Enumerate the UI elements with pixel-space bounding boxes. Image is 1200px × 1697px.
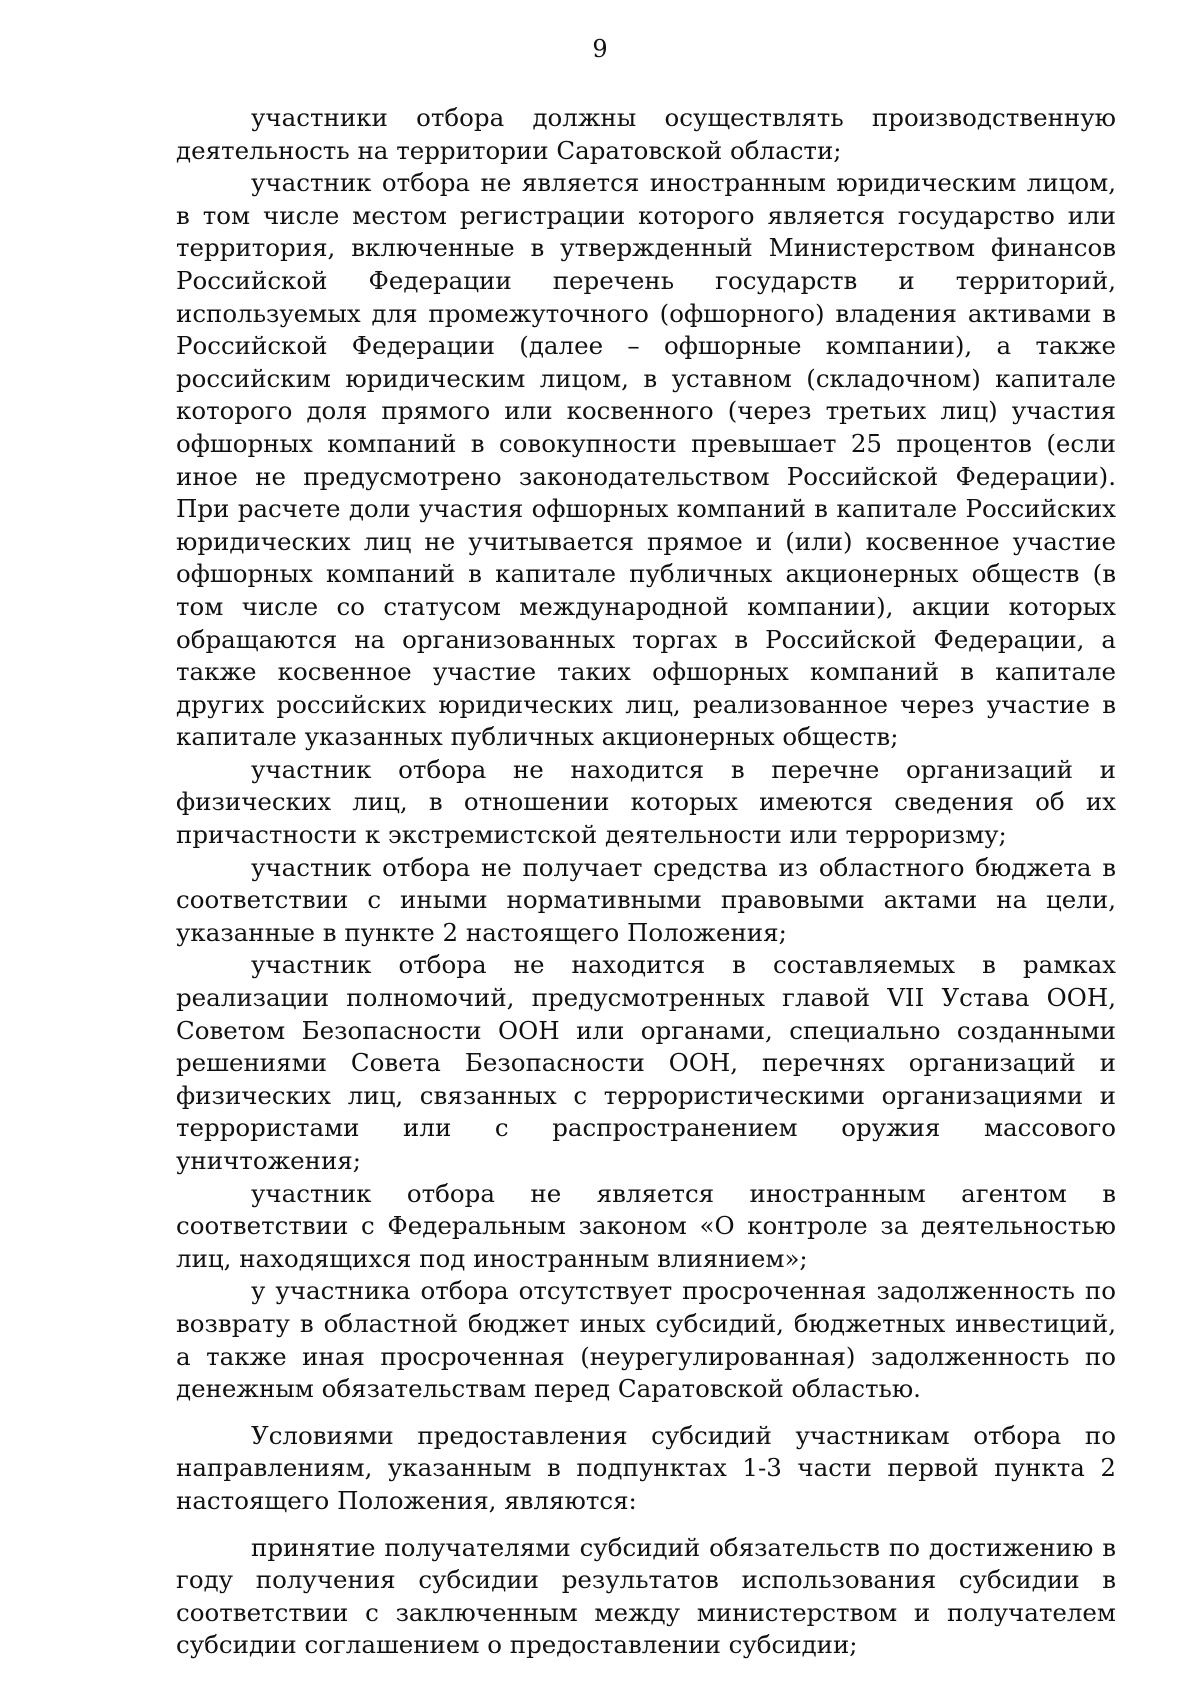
- paragraph-obligations: принятие получателями субсидий обязательств по достижению в году получения субсидии результатов использования субсидии в соответствии с заключенным между министерством и получателем субсидии соглашением о предоставлении субсидии;: [176, 1532, 1116, 1660]
- paragraph-extremism-list: участник отбора не находится в перечне организаций и физических лиц, в отношении которых имеются сведения об их причастности к экстремистской деятельности или терроризму;: [176, 754, 1116, 850]
- paragraph-un-sanctions: участник отбора не находится в составляемых в рамках реализации полномочий, предусмотренных главой VII Устава ООН, Советом Безопасности ООН или органами, специально созданными решениями Совета Безопасности ООН, перечнях организаций и физических лиц, связанных с террористическими организациями и террористами или с распространением оружия массового уничтожения;: [176, 950, 1116, 1175]
- paragraph-overdue-debt: у участника отбора отсутствует просроченная задолженность по возврату в областной бюджет иных субсидий, бюджетных инвестиций, а также иная просроченная (неурегулированная) задолженность по денежным обязательствам перед Саратовской областью.: [176, 1276, 1116, 1404]
- page-number: 9: [592, 35, 608, 63]
- paragraph-subsidy-conditions: Условиями предоставления субсидий участникам отбора по направлениям, указанным в подпунктах 1-3 части первой пункта 2 настоящего Положения, являются:: [176, 1420, 1116, 1515]
- paragraph-offshore-companies: участник отбора не является иностранным юридическим лицом, в том числе местом регистрации которого является государство или территория, включенные в утвержденный Министерством финансов Российской Федерации перечень государств и территорий, используемых для промежуточного (офшорного) владения активами в Российской Федерации (далее – офшорные компании), а также российским юридическим лицом, в уставном (складочном) капитале которого доля прямого или косвенного (через третьих лиц) участия офшорных компаний в совокупности превышает 25 процентов (если иное не предусмотрено законодательством Российской Федерации). При расчете доли участия офшорных компаний в капитале Российских юридических лиц не учитывается прямое и (или) косвенное участие офшорных компаний в капитале публичных акционерных обществ (в том числе со статусом международной компании), акции которых обращаются на организованных торгах в Российской Федерации, а также косвенное участие таких офшорных компаний в капитале других российских юридических лиц, реализованное через участие в капитале указанных публичных акционерных обществ;: [176, 168, 1116, 752]
- document-body: [176, 102, 1116, 1662]
- paragraph-foreign-agent: участник отбора не является иностранным агентом в соответствии с Федеральным законом «О контроле за деятельностью лиц, находящихся под иностранным влиянием»;: [176, 1178, 1116, 1273]
- paragraph-budget-funds: участник отбора не получает средства из областного бюджета в соответствии с иными нормативными правовыми актами на цели, указанные в пункте 2 настоящего Положения;: [176, 852, 1116, 947]
- paragraph-production-activity: участники отбора должны осуществлять производственную деятельность на территории Саратовской области;: [176, 103, 1116, 165]
